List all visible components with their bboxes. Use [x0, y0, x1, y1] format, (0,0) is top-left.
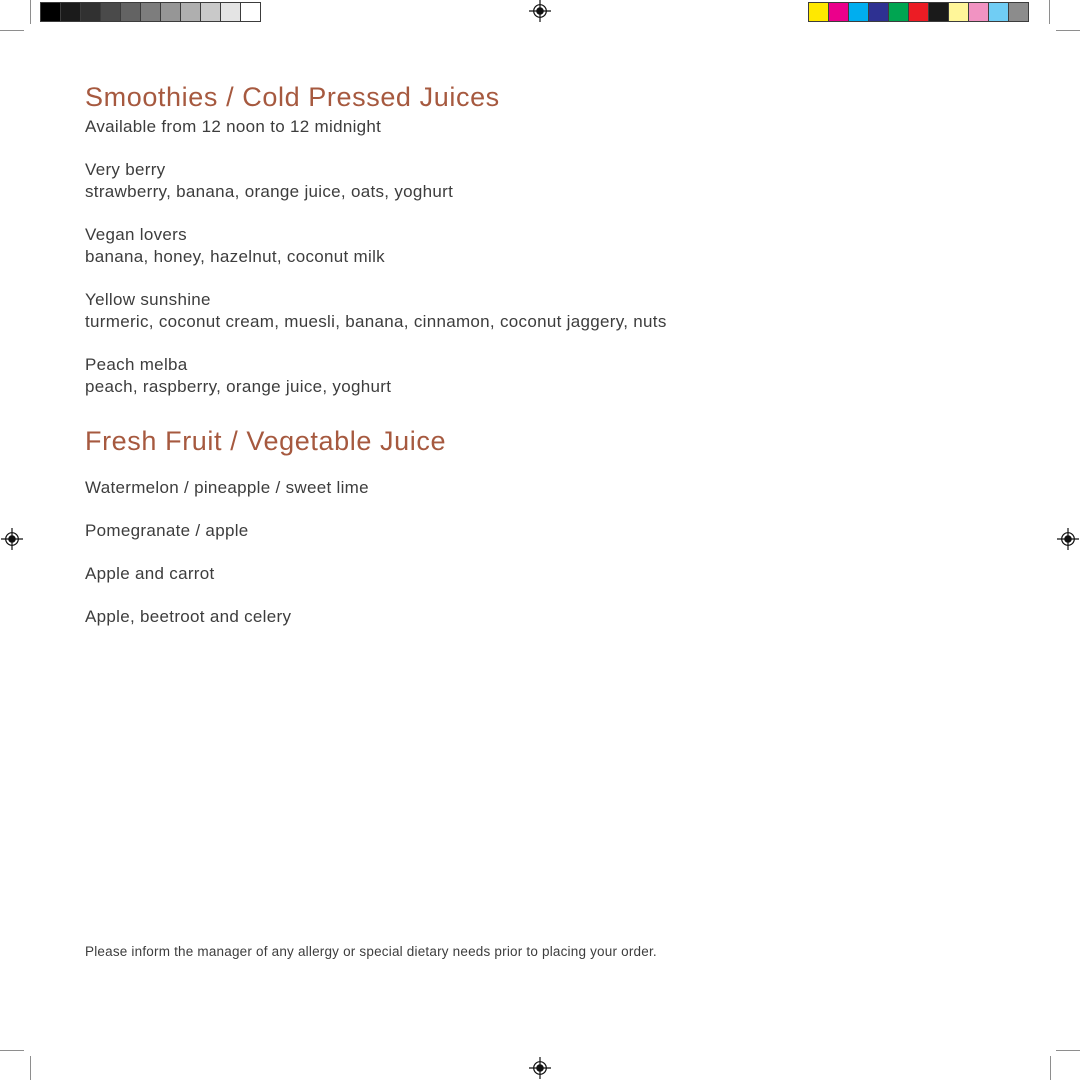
crop-mark-bottom-left-v [30, 1056, 31, 1080]
crop-mark-top-left-h [0, 30, 24, 31]
item-description: strawberry, banana, orange juice, oats, yoghurt [85, 182, 454, 201]
item-name: Very berry [85, 160, 166, 179]
grayscale-bar-swatch [40, 2, 61, 22]
item-name: Apple, beetroot and celery [85, 607, 292, 626]
menu-section [85, 426, 1005, 628]
menu-section [85, 82, 1005, 398]
registration-mark-left-icon [1, 528, 23, 550]
crop-mark-top-right-v [1049, 0, 1050, 24]
menu-item [85, 354, 1005, 398]
crop-mark-bottom-right-v [1050, 1056, 1051, 1080]
menu-item [85, 159, 1005, 203]
section-title: Fresh Fruit / Vegetable Juice [85, 426, 447, 456]
item-name: Pomegranate / apple [85, 521, 249, 540]
item-name: Vegan lovers [85, 225, 187, 244]
menu-content [85, 0, 1005, 628]
menu-item [85, 606, 1005, 628]
color-bar-swatch [1008, 2, 1029, 22]
item-description: banana, honey, hazelnut, coconut milk [85, 247, 385, 266]
crop-mark-top-right-h [1056, 30, 1080, 31]
menu-item [85, 224, 1005, 268]
grayscale-bar-swatch [60, 2, 81, 22]
item-name: Watermelon / pineapple / sweet lime [85, 478, 369, 497]
crop-mark-bottom-left-h [0, 1050, 24, 1051]
crop-mark-top-left-v [30, 0, 31, 24]
menu-item [85, 289, 1005, 333]
item-name: Peach melba [85, 355, 188, 374]
item-name: Yellow sunshine [85, 290, 211, 309]
menu-item [85, 563, 1005, 585]
menu-item [85, 477, 1005, 499]
footer-allergy-note: Please inform the manager of any allergy or special dietary needs prior to placing your order. [85, 944, 657, 959]
item-name: Apple and carrot [85, 564, 215, 583]
registration-mark-right-icon [1057, 528, 1079, 550]
crop-mark-bottom-right-h [1056, 1050, 1080, 1051]
registration-mark-bottom-icon [529, 1057, 551, 1079]
menu-item [85, 520, 1005, 542]
section-title: Smoothies / Cold Pressed Juices [85, 82, 500, 112]
item-description: turmeric, coconut cream, muesli, banana, cinnamon, coconut jaggery, nuts [85, 312, 667, 331]
section-subtitle: Available from 12 noon to 12 midnight [85, 117, 382, 136]
item-description: peach, raspberry, orange juice, yoghurt [85, 377, 392, 396]
